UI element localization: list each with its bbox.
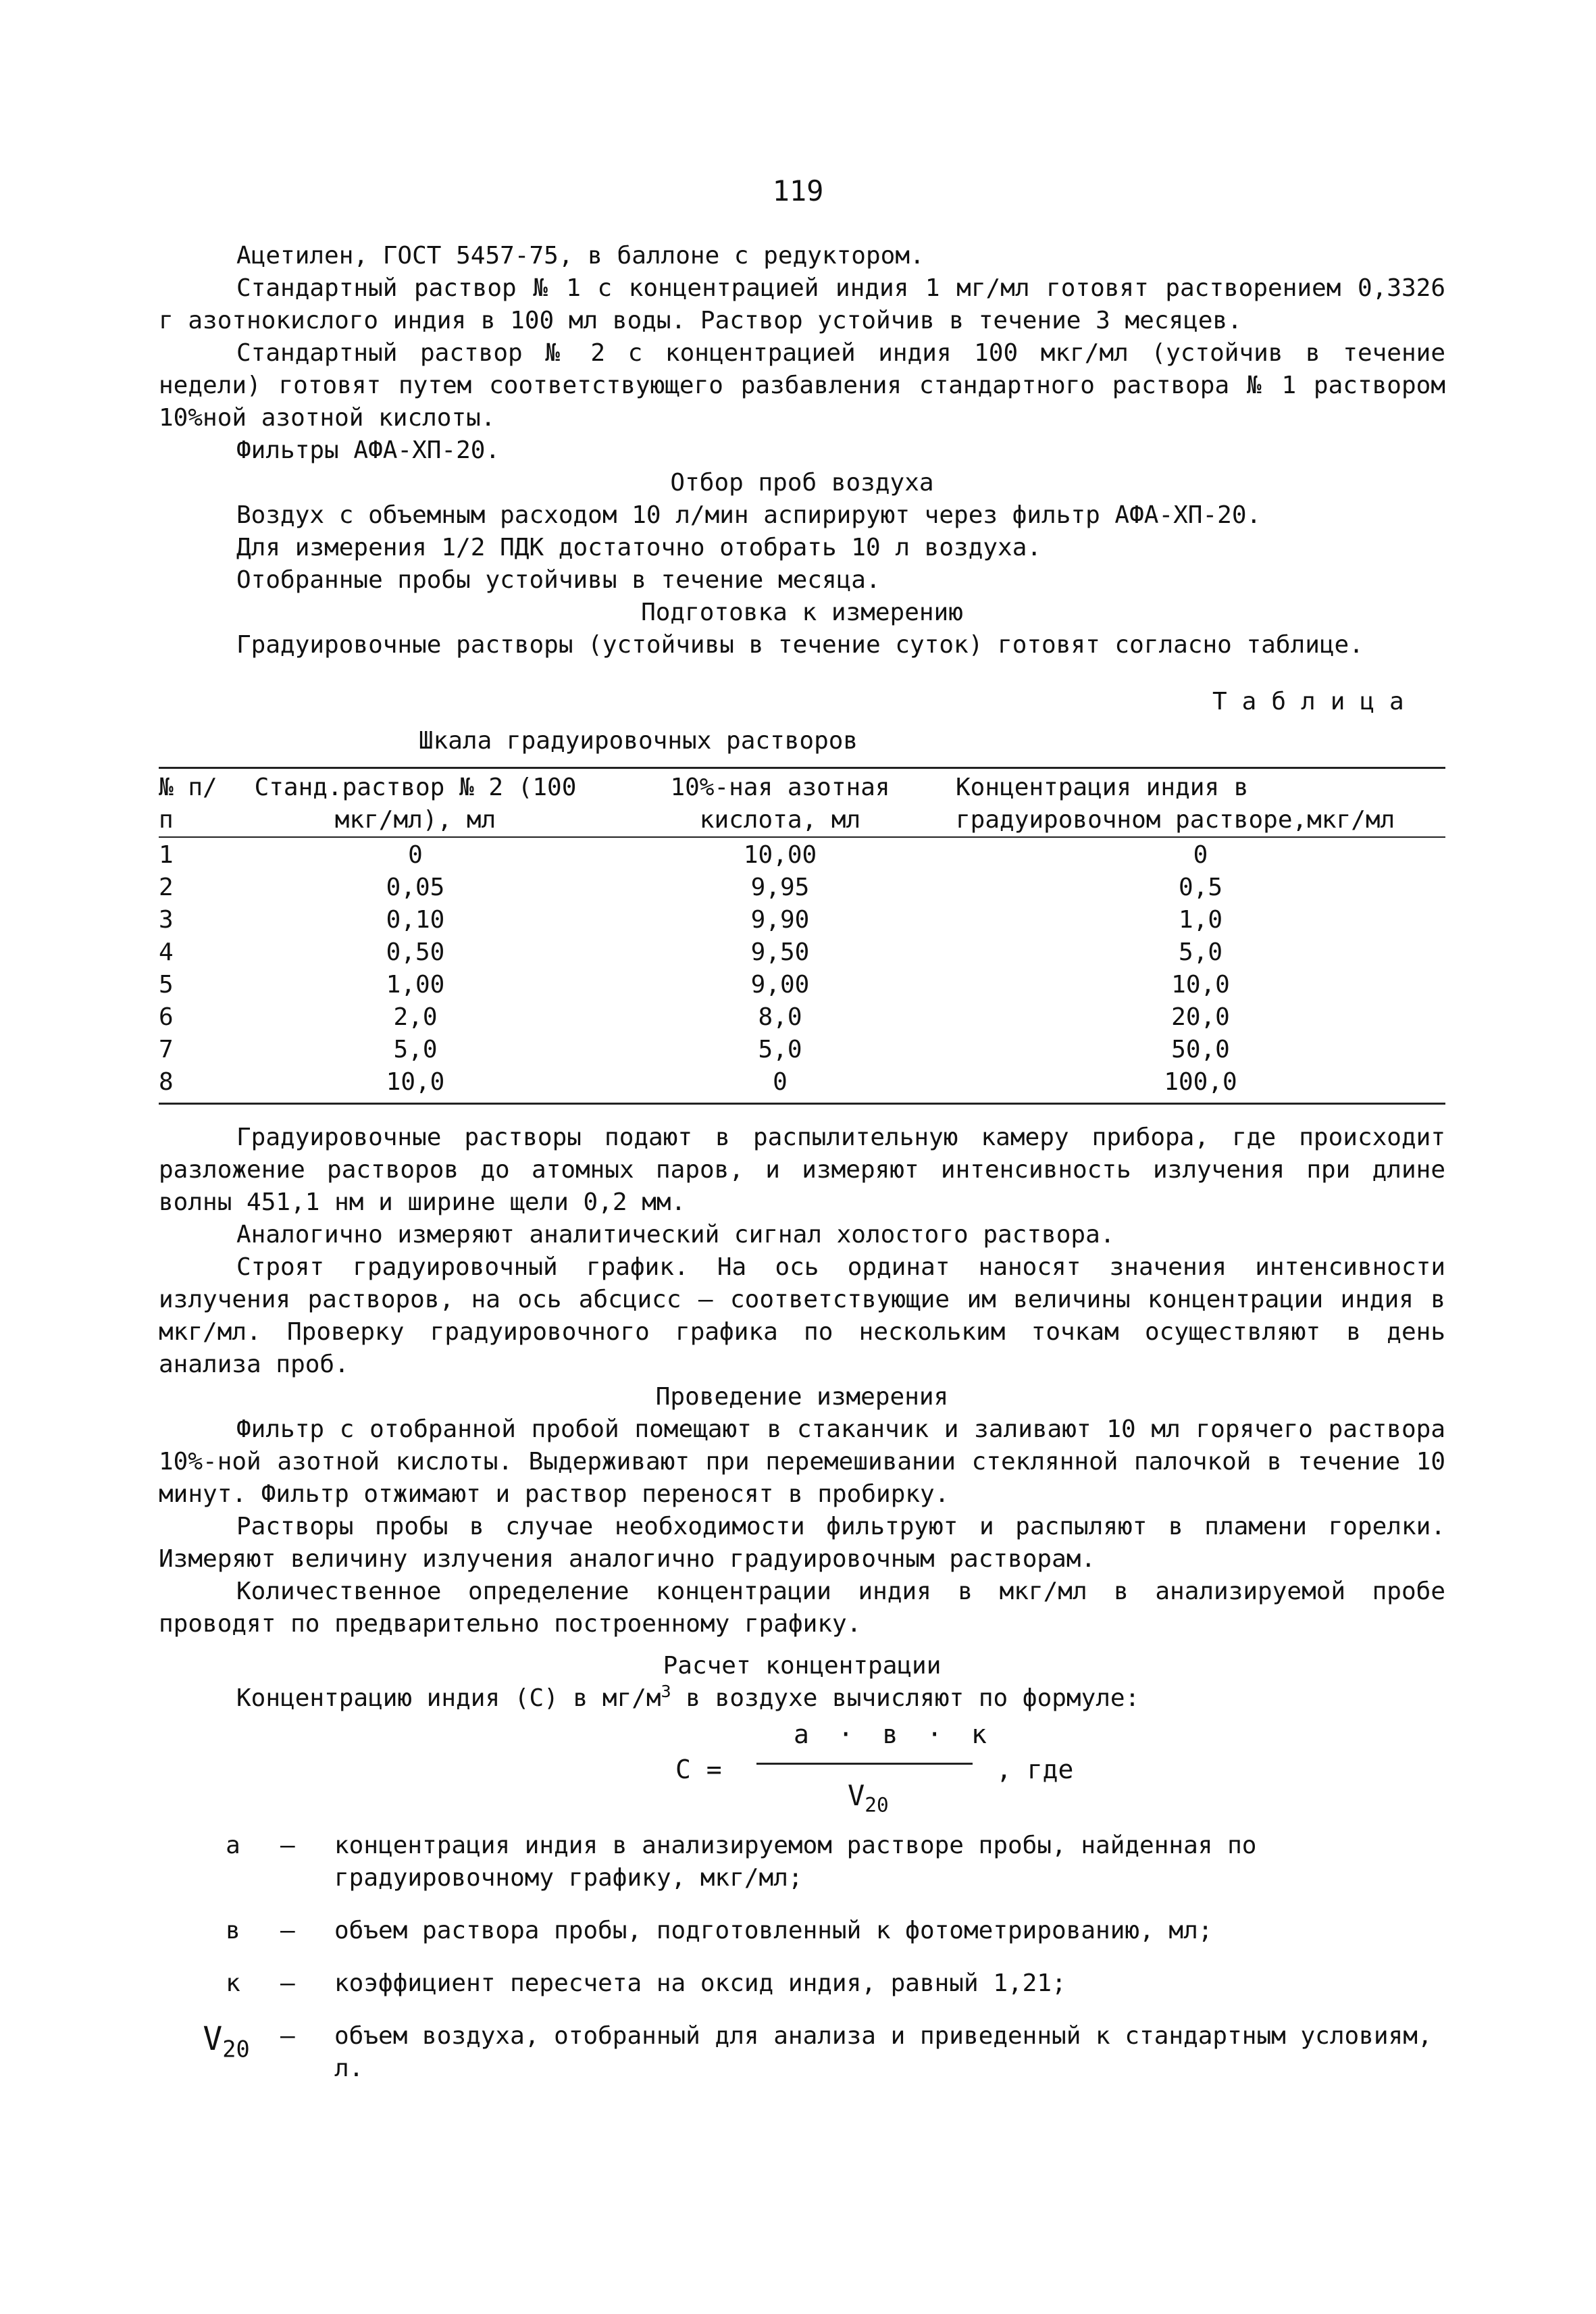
table-row [159,1034,1445,1066]
page-number: 119 [772,174,824,207]
paragraph: Стандартный раствор № 2 с концентрацией индия 100 мкг/мл (устойчив в течение недели) готовят путем соответствующего разбавления стандартного раствора № 1 раствором 10%ной азотной кислоты. [159,339,1445,432]
paragraph: Ацетилен, ГОСТ 5457-75, в баллоне с редуктором. [236,242,925,270]
acid-volume: 8,0 [758,1003,802,1031]
paragraph: Строят градуировочный график. На ось ординат наносят значения интенсивности излучения растворов, на ось абсцисс – соответствующие им величины концентрации индия в мкг/мл. Проверку градуировочного графика по нескольким точкам осуществляют в день анализа проб. [159,1253,1445,1378]
legend-symbol: а [226,1832,240,1859]
concentration: 50,0 [1171,1036,1230,1063]
acid-volume: 9,90 [750,906,810,934]
formula-suffix: , где [996,1755,1074,1784]
legend-dash: – [280,1917,295,1944]
fraction-bar [756,1763,973,1765]
legend-dash: – [280,2022,295,2050]
legend-item [203,1915,1445,1947]
concentration: 20,0 [1171,1003,1230,1031]
legend-item [203,1967,1445,2000]
row-number: 3 [159,906,174,934]
section-heading: Проведение измерения [655,1383,949,1411]
concentration: 0 [1193,841,1208,869]
acid-volume: 0 [773,1068,788,1096]
row-number: 2 [159,874,174,901]
table-row [159,872,1445,904]
concentration: 5,0 [1178,938,1223,966]
row-number: 5 [159,971,174,999]
acid-volume: 5,0 [758,1036,802,1063]
legend-text: объем раствора пробы, подготовленный к фотометрированию, мл; [334,1917,1213,1944]
concentration: 100,0 [1164,1068,1237,1096]
header-concentration: Концентрация индия в градуировочном растворе,мкг/мл [956,768,1445,838]
formula-denominator-base: V [848,1779,865,1812]
paragraph: Фильтр с отобранной пробой помещают в стаканчик и заливают 10 мл горячего раствора 10%-ной азотной кислоты. Выдерживают при перемешивании стеклянной палочкой в течение 10 минут. Фильтр отжимают и раствор переносят в пробирку. [159,1415,1445,1508]
table-body [159,837,1445,1104]
legend-dash: – [280,1969,295,1997]
concentration: 1,0 [1178,906,1223,934]
paragraph: Растворы пробы в случае необходимости фильтруют и распыляют в пламени горелки. Измеряют величину излучения аналогично градуировочным растворам. [159,1513,1445,1573]
header-number: № п/п [159,768,226,838]
formula [0,1719,1596,1821]
concentration: 0,5 [1178,874,1223,901]
table-row [159,904,1445,936]
row-number: 7 [159,1036,174,1063]
row-number: 1 [159,841,174,869]
section-heading: Подготовка к измерению [641,599,963,626]
stock-volume: 1,00 [386,971,445,999]
legend-symbol [196,2020,257,2063]
table-row [159,936,1445,969]
header-nitric-acid: 10%-ная азотная кислота, мл [604,768,956,838]
row-number: 4 [159,938,174,966]
paragraph: Для измерения 1/2 ПДК достаточно отобрать 10 л воздуха. [236,534,1042,561]
table-row [159,837,1445,872]
stock-volume: 0 [408,841,423,869]
legend-item [203,1830,1445,1894]
stock-volume: 0,05 [386,874,445,901]
paragraph: Градуировочные растворы (устойчивы в течение суток) готовят согласно таблице. [236,631,1364,659]
paragraph: Количественное определение концентрации индия в мкг/мл в анализируемой пробе проводят по предварительно построенному графику. [159,1578,1445,1638]
legend-symbol-sub: 20 [222,2036,250,2063]
formula-numerator: а · в · к [794,1719,994,1749]
formula-legend [203,1830,1445,2105]
procedure-text [159,1122,1445,1715]
acid-volume: 9,00 [750,971,810,999]
acid-volume: 10,00 [743,841,817,869]
stock-volume: 2,0 [393,1003,438,1031]
formula-denominator-sub: 20 [865,1793,889,1817]
calc-intro-text-after: в воздухе вычисляют по формуле: [671,1684,1140,1712]
paragraph: Отобранные пробы устойчивы в течение месяца. [236,566,881,594]
table-row [159,969,1445,1001]
legend-text: концентрация индия в анализируемом растворе пробы, найденная по градуировочному графику, мкг/мл; [334,1832,1257,1892]
legend-symbol: к [226,1969,240,1997]
legend-symbol-base: V [203,2020,223,2058]
calc-intro-sup: 3 [661,1682,671,1701]
header-stock-solution: Станд.раствор № 2 (100 мкг/мл), мл [226,768,604,838]
paragraph: Аналогично измеряют аналитический сигнал холостого раствора. [236,1221,1115,1249]
table-row [159,1066,1445,1104]
section-heading: Отбор проб воздуха [670,469,934,497]
paragraph: Воздух с объемным расходом 10 л/мин аспирируют через фильтр АФА-ХП-20. [236,501,1262,529]
legend-text: коэффициент пересчета на оксид индия, равный 1,21; [334,1969,1066,1997]
formula-lhs: С = [675,1755,722,1784]
formula-denominator [848,1779,889,1817]
paragraph: Стандартный раствор № 1 с концентрацией индия 1 мг/мл готовят растворением 0,3326 г азотнокислого индия в 100 мл воды. Раствор устойчив в течение 3 месяцев. [159,274,1445,334]
legend-dash: – [280,1832,295,1859]
stock-volume: 0,10 [386,906,445,934]
acid-volume: 9,95 [750,874,810,901]
calc-intro-text: Концентрацию индия (С) в мг/м [236,1684,661,1712]
legend-symbol: в [226,1917,240,1944]
row-number: 6 [159,1003,174,1031]
section-heading: Расчет концентрации [663,1652,942,1680]
table-label: Таблица [1212,688,1419,715]
stock-volume: 10,0 [386,1068,445,1096]
stock-volume: 0,50 [386,938,445,966]
concentration: 10,0 [1171,971,1230,999]
calc-intro [159,1682,1445,1715]
paragraph: Градуировочные растворы подают в распылительную камеру прибора, где происходит разложение растворов до атомных паров, и измеряют интенсивность излучения при длине волны 451,1 нм и ширине щели 0,2 мм. [159,1124,1445,1216]
row-number: 8 [159,1068,174,1096]
acid-volume: 9,50 [750,938,810,966]
paragraph: Фильтры АФА-ХП-20. [236,436,500,464]
table-header-row [159,768,1445,838]
legend-text: объем воздуха, отобранный для анализа и приведенный к стандартным условиям, л. [334,2022,1433,2082]
stock-volume: 5,0 [393,1036,438,1063]
calibration-table [159,767,1445,1105]
intro-text [159,240,1445,661]
table-caption: Шкала градуировочных растворов [418,727,858,755]
legend-item [203,2020,1445,2085]
table-row [159,1001,1445,1034]
